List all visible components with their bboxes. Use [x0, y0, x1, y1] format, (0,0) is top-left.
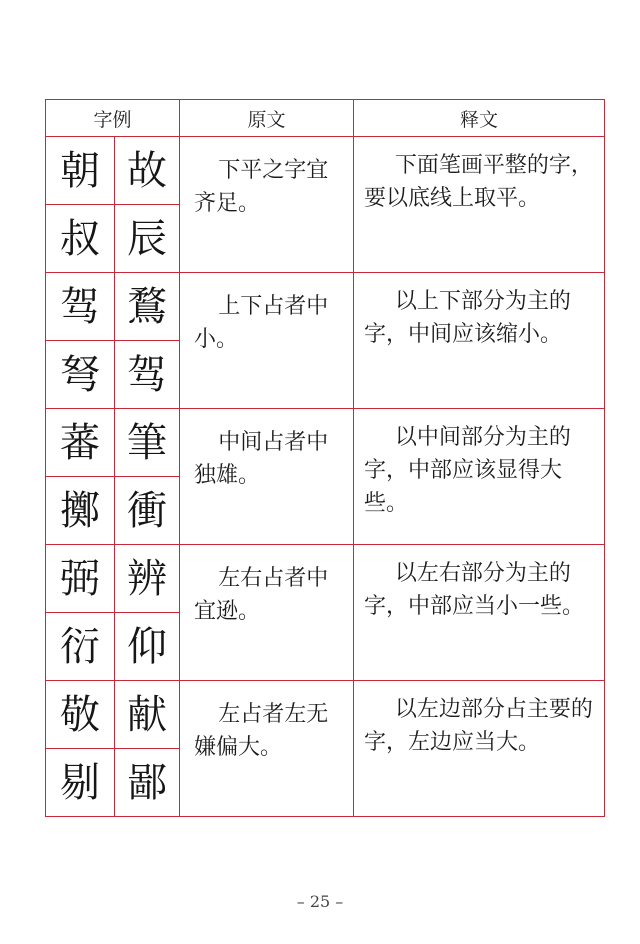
header-examples: 字例 — [46, 100, 180, 137]
table-header-row — [46, 100, 605, 137]
header-original: 原文 — [180, 100, 354, 137]
original-text: 下平之字宜齐足。 — [194, 158, 329, 216]
original-text: 上下占者中小。 — [194, 294, 329, 352]
example-char: 蕃 — [46, 409, 115, 477]
original-text-cell — [180, 137, 354, 273]
example-char: 弼 — [46, 545, 115, 613]
original-text: 左占者左无嫌偏大。 — [194, 702, 329, 760]
explanation-text-cell — [354, 409, 605, 545]
example-char: 鄙 — [115, 749, 180, 817]
explanation-text-cell — [354, 137, 605, 273]
calligraphy-rules-table — [45, 99, 605, 817]
table-row — [46, 681, 605, 749]
original-text: 中间占者中独雄。 — [194, 430, 329, 488]
example-char: 擲 — [46, 477, 115, 545]
example-char: 弩 — [46, 341, 115, 409]
example-char: 献 — [115, 681, 180, 749]
table-row — [46, 545, 605, 613]
page-number: – 25 – — [296, 892, 344, 911]
example-char: 故 — [115, 137, 180, 205]
explanation-text-cell — [354, 681, 605, 817]
example-char: 衝 — [115, 477, 180, 545]
explanation-text: 以上下部分为主的字，中间应该缩小。 — [364, 289, 571, 347]
original-text: 左右占者中宜逊。 — [194, 566, 329, 624]
header-explanation: 释文 — [354, 100, 605, 137]
example-char: 筆 — [115, 409, 180, 477]
explanation-text: 下面笔画平整的字，要以底线上取平。 — [364, 153, 593, 211]
original-text-cell — [180, 273, 354, 409]
explanation-text: 以左边部分占主要的字，左边应当大。 — [364, 697, 593, 755]
example-char: 仰 — [115, 613, 180, 681]
example-char: 鶩 — [115, 273, 180, 341]
explanation-text-cell — [354, 545, 605, 681]
explanation-text: 以中间部分为主的字，中部应该显得大些。 — [364, 425, 571, 516]
table-row — [46, 273, 605, 341]
table-row — [46, 137, 605, 205]
original-text-cell — [180, 681, 354, 817]
explanation-text-cell — [354, 273, 605, 409]
example-char: 剔 — [46, 749, 115, 817]
example-char: 叔 — [46, 205, 115, 273]
example-char: 敬 — [46, 681, 115, 749]
example-char: 驾 — [46, 273, 115, 341]
example-char: 辰 — [115, 205, 180, 273]
example-char: 辨 — [115, 545, 180, 613]
table-row — [46, 409, 605, 477]
example-char: 驾 — [115, 341, 180, 409]
example-char: 朝 — [46, 137, 115, 205]
original-text-cell — [180, 545, 354, 681]
explanation-text: 以左右部分为主的字，中部应当小一些。 — [364, 561, 585, 619]
example-char: 衍 — [46, 613, 115, 681]
original-text-cell — [180, 409, 354, 545]
